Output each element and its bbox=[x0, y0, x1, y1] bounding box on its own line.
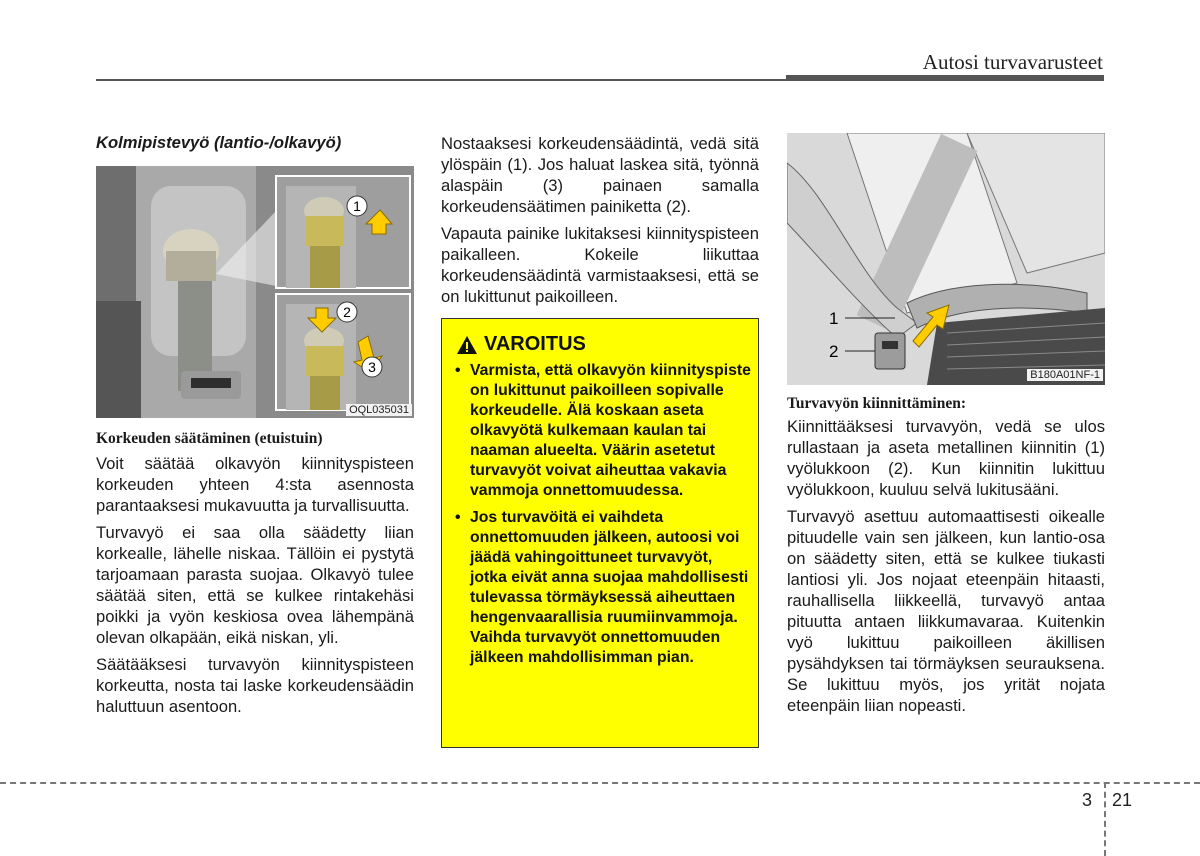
warning-title bbox=[456, 333, 586, 356]
paragraph: Säätääksesi turvavyön kiinnityspisteen korkeutta, nosta tai laske korkeudensäädin haluttuun asentoon. bbox=[96, 655, 414, 716]
warning-box bbox=[441, 318, 759, 748]
subheading: Korkeuden säätäminen (etuistuin) bbox=[96, 430, 323, 447]
bullet: • bbox=[455, 509, 461, 526]
page-number: 21 bbox=[1112, 790, 1133, 810]
height-adjuster-illustration bbox=[96, 166, 414, 418]
column-3-text bbox=[787, 393, 1105, 722]
header-rule bbox=[96, 79, 786, 81]
callout-3: 3 bbox=[368, 359, 376, 375]
footer-divider bbox=[1104, 782, 1106, 856]
callout-2: 2 bbox=[829, 342, 839, 361]
warning-item bbox=[453, 361, 753, 501]
column-2-text bbox=[441, 133, 759, 313]
warning-triangle-icon bbox=[456, 335, 478, 355]
warning-list bbox=[453, 361, 753, 675]
buckle-illustration bbox=[787, 133, 1105, 385]
section-heading: Kolmipistevyö (lantio-/olkavyö) bbox=[96, 133, 342, 152]
paragraph: Turvavyö asettuu automaattisesti oikealle pituudelle vain sen jälkeen, kun lantio-osa on säädetty siten, että se kulkee tiukasti lantiosi yli. Jos nojaat eteenpäin hitaasti, rauhallisella liikkeellä, turvavyö antaa pituutta antaen liikkumavaraa. Kuitenkin vyö lukittuu paikoilleen äkillisen pysähdyksen tai törmäyksen seurauksena. Se lukittuu myös, jos yrität nojata eteenpäin liian nopeasti. bbox=[787, 507, 1105, 715]
paragraph: Voit säätää olkavyön kiinnityspisteen korkeuden yhteen 4:sta asennosta parantaaksesi mukavuutta ja turvallisuutta. bbox=[96, 454, 414, 515]
subheading: Turvavyön kiinnittäminen: bbox=[787, 395, 967, 412]
figure-code: B180A01NF-1 bbox=[1027, 369, 1103, 381]
height-adjuster-figure bbox=[96, 166, 414, 418]
chapter-number: 3 bbox=[1082, 790, 1093, 810]
warning-item-text: Jos turvavöitä ei vaihdeta onnettomuuden jälkeen, autoosi voi jäädä vahingoittuneet turvavyöt, jotka eivät anna suojaa mahdollisesti tulevassa törmäyksessä aiheuttaen hengenvaarallisia ruumiinvammoja. Vaihda turvavyöt onnettomuuden jälkeen mahdollisimman pian. bbox=[470, 509, 749, 666]
paragraph: Kiinnittääksesi turvavyön, vedä se ulos rullastaan ja aseta metallinen kiinnitin (1) vyölukkoon (2). Kun kiinnitin lukittuu vyölukkoon, kuuluu selvä lukitusääni. bbox=[787, 417, 1105, 499]
running-header: Autosi turvavarusteet bbox=[922, 50, 1103, 74]
paragraph: Vapauta painike lukitaksesi kiinnityspisteen paikalleen. Kokeile liikuttaa korkeudensäädintä varmistaaksesi, että se on lukittunut paikoilleen. bbox=[441, 224, 759, 306]
callout-1: 1 bbox=[829, 309, 839, 328]
column-1-text bbox=[96, 428, 414, 723]
callout-2: 2 bbox=[343, 304, 351, 320]
bullet: • bbox=[455, 362, 461, 379]
paragraph: Turvavyö ei saa olla säädetty liian korkealle, lähelle niskaa. Tällöin ei pystytä tarjoamaan parasta suojaa. Olkavyö tulee säätää siten, että se kulkee rintakehäsi poikki ja vyön keskiosa ovea lähempänä olevan olkapään, eikä niskan, yli. bbox=[96, 523, 414, 647]
footer-rule bbox=[0, 782, 1200, 784]
warning-title-text: VAROITUS bbox=[484, 333, 586, 355]
warning-item bbox=[453, 508, 753, 668]
callout-1: 1 bbox=[353, 198, 361, 214]
paragraph: Nostaaksesi korkeudensäädintä, vedä sitä ylöspäin (1). Jos haluat laskea sitä, työnnä alaspäin (3) painaen samalla korkeudensäätimen painiketta (2). bbox=[441, 134, 759, 216]
warning-item-text: Varmista, että olkavyön kiinnityspiste on lukittunut paikoilleen sopivalle korkeudelle. Älä koskaan aseta olkavyötä kulkemaan kaulan tai naaman alueelta. Väärin asetetut turvavyöt voivat aiheuttaa vakavia vammoja onnettomuudessa. bbox=[470, 362, 751, 499]
header-rule-thick bbox=[786, 75, 1104, 81]
buckle-figure bbox=[787, 133, 1105, 385]
figure-code: OQL035031 bbox=[346, 404, 412, 416]
